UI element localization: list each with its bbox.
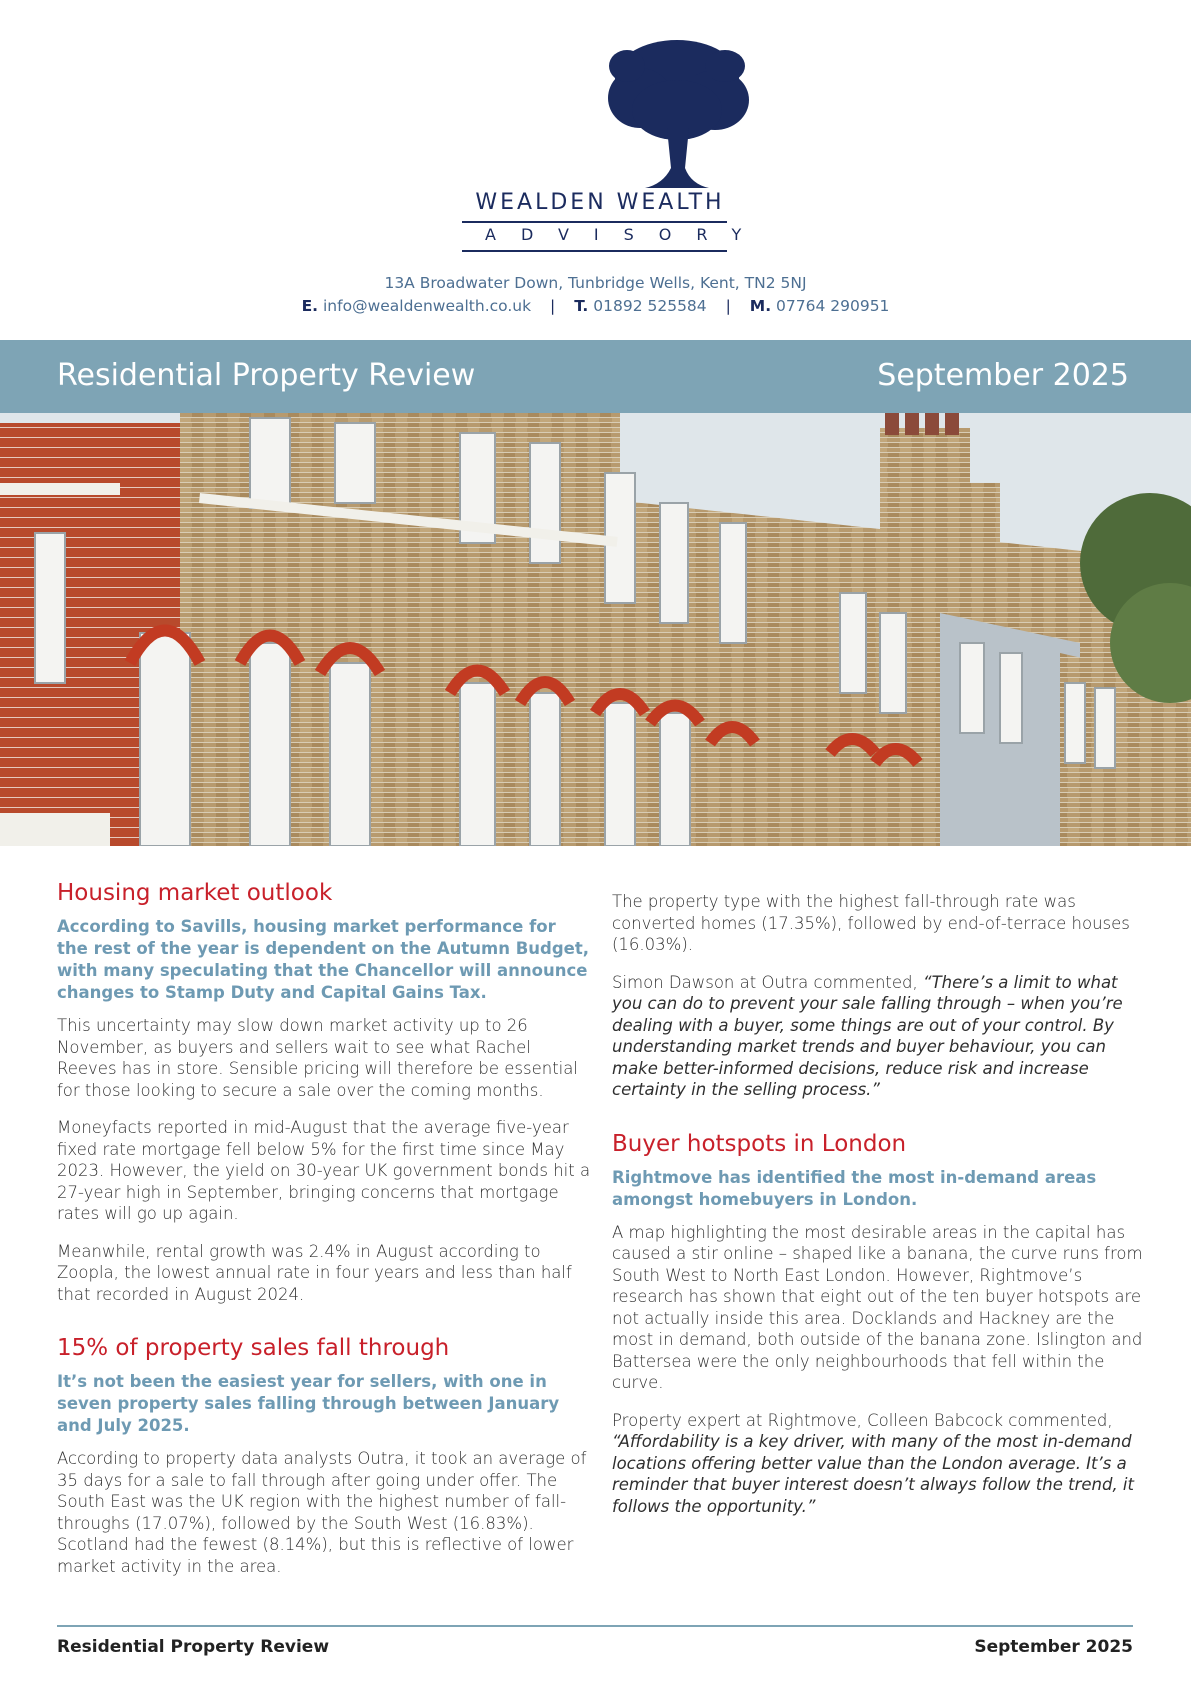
terraced-houses-illustration	[0, 413, 1191, 846]
paragraph: According to property data analysts Outra, it took an average of 35 days for a sale to fall through after going under offer. The South East was the UK region with the highest number of fall-throughs (17.07%), followed by the South West (16.83%). Scotland had the fewest (8.14%), but this is reflective of lower market activity in the area.	[57, 1449, 587, 1576]
paragraph: A map highlighting the most desirable areas in the capital has caused a stir online – shaped like a banana, the curve runs from South West to North East London. However, Rightmove’s research has shown that eight out of the ten buyer hotspots are not actually inside this area. Docklands and Hackney are the most in demand, both outside of the banana zone. Islington and Battersea were the only neighbourhoods that fell within the curve.	[612, 1222, 1143, 1392]
paragraph: Moneyfacts reported in mid-August that the average five-year fixed rate mortgage fell below 5% for the first time since May 2023. However, the yield on 30-year UK government bonds hit a 27-year high in September, bringing concerns that mortgage rates will go up again.	[57, 1118, 591, 1223]
banner-date: September 2025	[877, 358, 1129, 393]
brand-rule-bottom	[462, 250, 727, 252]
section-intro: It’s not been the easiest year for sellers, with one in seven property sales falling through between January and July 2025.	[57, 1372, 560, 1435]
separator: |	[550, 297, 556, 315]
quote-lead: Simon Dawson at Outra commented,	[612, 972, 924, 992]
banner-title: Residential Property Review	[57, 358, 476, 393]
right-column	[612, 891, 1147, 1533]
brand-subtitle: ADVISORY	[485, 225, 767, 244]
phone-number[interactable]: 01892 525584	[593, 297, 707, 315]
section-heading-london-hotspots: Buyer hotspots in London	[612, 1130, 907, 1157]
separator: |	[725, 297, 731, 315]
paragraph: The property type with the highest fall-through rate was converted homes (17.35%), followed by end-of-terrace houses (16.03%).	[612, 892, 1130, 954]
section-intro: According to Savills, housing market performance for the rest of the year is dependent on the Autumn Budget, with many speculating that the Chancellor will announce changes to Stamp Duty and Capital Gains Tax.	[57, 917, 590, 1002]
quote-text: “Affordability is a key driver, with many of the most in-demand locations offering better value than the London average. It’s a reminder that buyer interest doesn’t always follow the trend, it follows the opportunity.”	[612, 1432, 1134, 1516]
email-label: E.	[301, 297, 319, 315]
brand-rule-top	[462, 221, 727, 223]
address: 13A Broadwater Down, Tunbridge Wells, Kent, TN2 5NJ	[384, 274, 807, 292]
hero-image	[0, 413, 1191, 846]
tree-icon	[605, 38, 751, 188]
footer-divider	[57, 1625, 1133, 1627]
mobile-label: M.	[749, 297, 772, 315]
left-column	[57, 880, 592, 1593]
brand-name: WEALDEN WEALTH	[475, 190, 725, 215]
contact-line	[0, 297, 1191, 315]
quote-paragraph	[612, 972, 1147, 1101]
logo	[0, 0, 1191, 270]
quote-paragraph	[612, 1410, 1147, 1518]
footer-date: September 2025	[974, 1637, 1133, 1657]
mobile-number[interactable]: 07764 290951	[776, 297, 890, 315]
phone-label: T.	[574, 297, 589, 315]
title-banner	[0, 340, 1191, 413]
quote-lead: Property expert at Rightmove, Colleen Babcock commented,	[612, 1410, 1113, 1430]
section-heading-fall-through: 15% of property sales fall through	[57, 1335, 450, 1361]
quote-text: “There’s a limit to what you can do to prevent your sale falling through – when you’re dealing with a buyer, some things are out of your control. By understanding market trends and buyer behaviour, you can make better-informed decisions, reduce risk and increase certainty in the selling process.”	[612, 972, 1123, 1099]
paragraph: This uncertainty may slow down market activity up to 26 November, as buyers and sellers wait to see what Rachel Reeves has in store. Sensible pricing will therefore be essential for those looking to secure a sale over the coming months.	[57, 1016, 578, 1100]
footer-title: Residential Property Review	[57, 1637, 330, 1657]
section-intro: Rightmove has identified the most in-demand areas amongst homebuyers in London.	[612, 1167, 1097, 1209]
email-link[interactable]: info@wealdenwealth.co.uk	[323, 297, 532, 315]
section-heading-housing-outlook: Housing market outlook	[57, 880, 333, 906]
paragraph: Meanwhile, rental growth was 2.4% in August according to Zoopla, the lowest annual rate in four years and less than half that recorded in August 2024.	[57, 1241, 572, 1304]
